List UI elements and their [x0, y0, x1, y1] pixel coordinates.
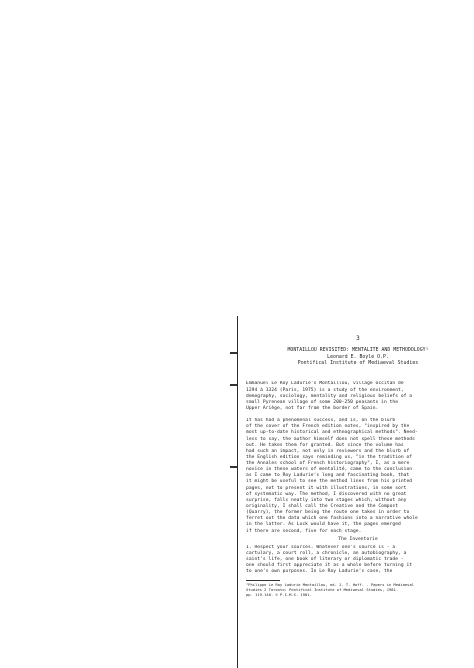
author-name: Leonard E. Boyle O.P. — [327, 354, 389, 360]
text-line: pages, not to present it with illustrations, in some sort — [246, 485, 407, 491]
text-line: if there are second, five for each stage. — [246, 528, 362, 534]
text-line: surprise, falls neatly into two stages which, without any — [246, 497, 407, 503]
text-line: the English edition says reminding us, "in the tradition of — [246, 454, 413, 460]
text-line: out. He takes them for granted. But since the volume has — [246, 442, 404, 448]
text-line: of the cover of the French edition notes, "inspired by the — [246, 424, 410, 430]
text-line: originality, I shall call the Creative and the Compost — [246, 504, 399, 510]
text-line: Emmanuel Le Roy Ladurie's Montaillou, village occitan de — [246, 381, 404, 387]
text-line: had such an impact, not only in reviewers and the blurb of — [246, 448, 410, 454]
chapter-number: 3 — [356, 335, 360, 342]
text-line: demography, sociology, mentality and religious beliefs of a — [246, 393, 413, 399]
text-line: of systematic way. The method, I discovered with no great — [246, 491, 407, 497]
book-spine-gutter — [237, 316, 242, 668]
text-line: most up-to-date historical and ethnographical methods". Need- — [246, 430, 418, 436]
text-line: less to say, the author himself does not spell these methods — [246, 436, 415, 442]
section-heading: The Inventorie — [338, 536, 378, 542]
gutter-mark — [230, 352, 237, 354]
text-line: (Quarry), the former being the route one takes in order to — [246, 510, 410, 516]
text-line: saint's life, one book of literary or diplomatic trade - — [246, 557, 404, 563]
text-line: cartulary, a court roll, a chronicle, an autobiography, a — [246, 551, 407, 557]
text-line: ferret out the data which one fashions into a narrative whole — [246, 516, 418, 522]
gutter-mark — [230, 466, 237, 468]
paragraph-1 — [246, 381, 470, 412]
footnote-line: Studies 2 Toronto: Pontifical Institute of Mediaeval Studies, 1981. — [246, 587, 399, 592]
text-line: it might be useful to see the method lines from his printed — [246, 479, 413, 485]
text-line: 1294 à 1324 (Paris, 1975) is a study of the environment, — [246, 387, 404, 393]
author-affiliation: Pontifical Institute of Mediaeval Studies — [297, 360, 419, 366]
text-line: in the latter. As Luck would have it, the pages emerged — [246, 522, 401, 528]
right-page — [246, 330, 470, 664]
footnote-rule — [246, 580, 280, 581]
text-line: small Pyrenean village of some 200-250 peasants in the — [246, 399, 399, 405]
text-line: It has had a phenomenal success, and is, on the blurb — [246, 418, 396, 424]
text-line: to one's own purposes. In Le Roy Ladurie's case, the — [246, 569, 393, 575]
text-line: 1. Respect your sources. Whatever one's source is - a — [246, 544, 396, 550]
footnote-line: ¹Philippe Le Roy Ladurie Montaillou, ed. J. T. Hoff. - Papers in Mediaeval — [246, 582, 414, 587]
gutter-mark — [230, 384, 237, 386]
footnote-line: pp. 119-140. © P.I.M.S. 1981. — [246, 593, 312, 598]
paragraph-2 — [246, 418, 470, 535]
text-line: as I came to Roy Ladurie's long and fascinating book, that — [246, 473, 410, 479]
text-line: Upper Ariège, not far from the border of Spain. — [246, 405, 379, 411]
article-title: MONTAILLOU REVISITED: MENTALITE AND METHODOLOGY¹ — [287, 348, 429, 354]
footnote — [246, 583, 470, 599]
text-line: one should first appreciate it as a whole before turning it — [246, 563, 413, 569]
text-line: novice in these waters of mentalité, came to the conclusion — [246, 467, 413, 473]
paragraph-3 — [246, 545, 470, 576]
text-line: the Annales school of French historiography", I, as a mere — [246, 461, 410, 467]
